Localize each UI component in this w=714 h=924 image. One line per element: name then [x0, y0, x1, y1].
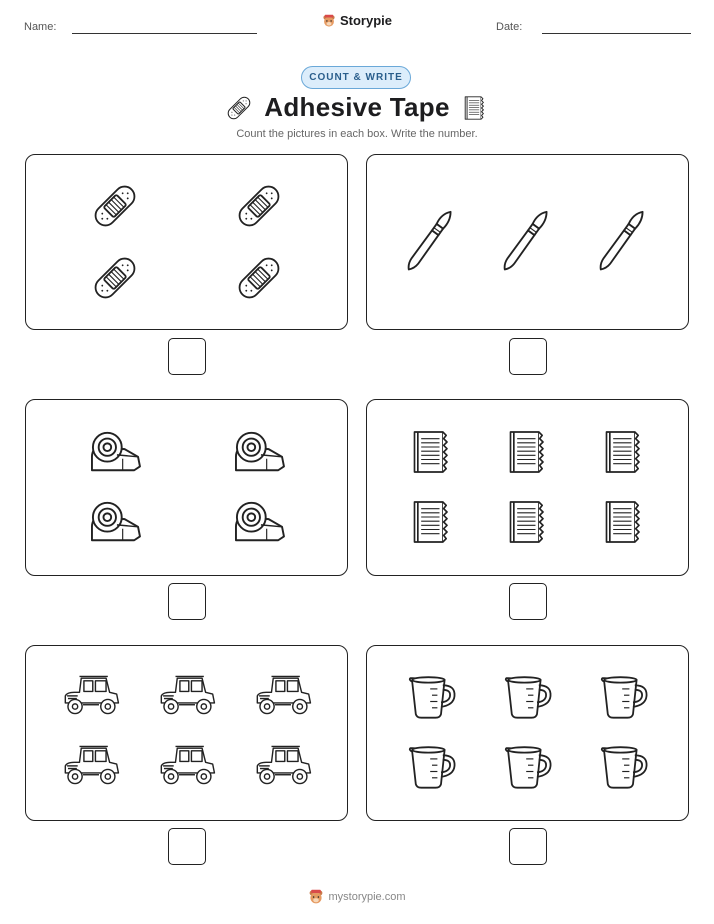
brand-logo [0, 13, 714, 28]
answer-box-5[interactable] [168, 828, 206, 865]
notepad-icon [507, 427, 549, 477]
notepad-icon [603, 427, 645, 477]
vintage-car-icon [156, 672, 218, 718]
tape-dispenser-icon [230, 428, 288, 476]
name-line[interactable] [72, 33, 257, 34]
count-box-3 [25, 399, 348, 576]
measuring-cup-icon [405, 744, 459, 790]
measuring-cup-icon [501, 744, 555, 790]
paintbrush-icon [500, 210, 556, 275]
vintage-car-icon [60, 742, 122, 788]
tape-dispenser-icon [230, 498, 288, 546]
measuring-cup-icon [501, 674, 555, 720]
footer [0, 889, 714, 905]
bear-mascot-icon [322, 14, 336, 28]
date-line[interactable] [542, 33, 691, 34]
measuring-cup-icon [597, 744, 651, 790]
tape-dispenser-icon [86, 428, 144, 476]
notepad-icon [462, 94, 488, 122]
bandage-icon [88, 179, 142, 233]
notepad-icon [603, 497, 645, 547]
notepad-icon [411, 497, 453, 547]
name-label: Name: [24, 21, 57, 33]
answer-box-2[interactable] [509, 338, 547, 375]
date-label: Date: [496, 21, 523, 33]
answer-box-4[interactable] [509, 583, 547, 620]
footer-url[interactable]: mystorypie.com [328, 891, 406, 903]
brand-name: Storypie [339, 13, 392, 28]
paintbrush-icon [404, 210, 460, 275]
tape-dispenser-icon [86, 498, 144, 546]
vintage-car-icon [252, 742, 314, 788]
page-title: Adhesive Tape [264, 92, 450, 122]
paintbrush-icon [596, 210, 652, 275]
notepad-icon [507, 497, 549, 547]
bandage-icon [88, 251, 142, 305]
vintage-car-icon [252, 672, 314, 718]
measuring-cup-icon [405, 674, 459, 720]
count-box-4 [366, 399, 689, 576]
count-box-1 [25, 154, 348, 330]
bandage-icon [232, 179, 286, 233]
activity-badge: COUNT & WRITE [301, 66, 411, 89]
count-box-6 [366, 645, 689, 821]
answer-box-3[interactable] [168, 583, 206, 620]
vintage-car-icon [156, 742, 218, 788]
bear-mascot-icon [308, 889, 324, 905]
answer-box-1[interactable] [168, 338, 206, 375]
instructions: Count the pictures in each box. Write the number. [236, 128, 478, 140]
answer-box-6[interactable] [509, 828, 547, 865]
bandage-icon [232, 251, 286, 305]
measuring-cup-icon [597, 674, 651, 720]
count-box-5 [25, 645, 348, 821]
count-box-2 [366, 154, 689, 330]
vintage-car-icon [60, 672, 122, 718]
notepad-icon [411, 427, 453, 477]
